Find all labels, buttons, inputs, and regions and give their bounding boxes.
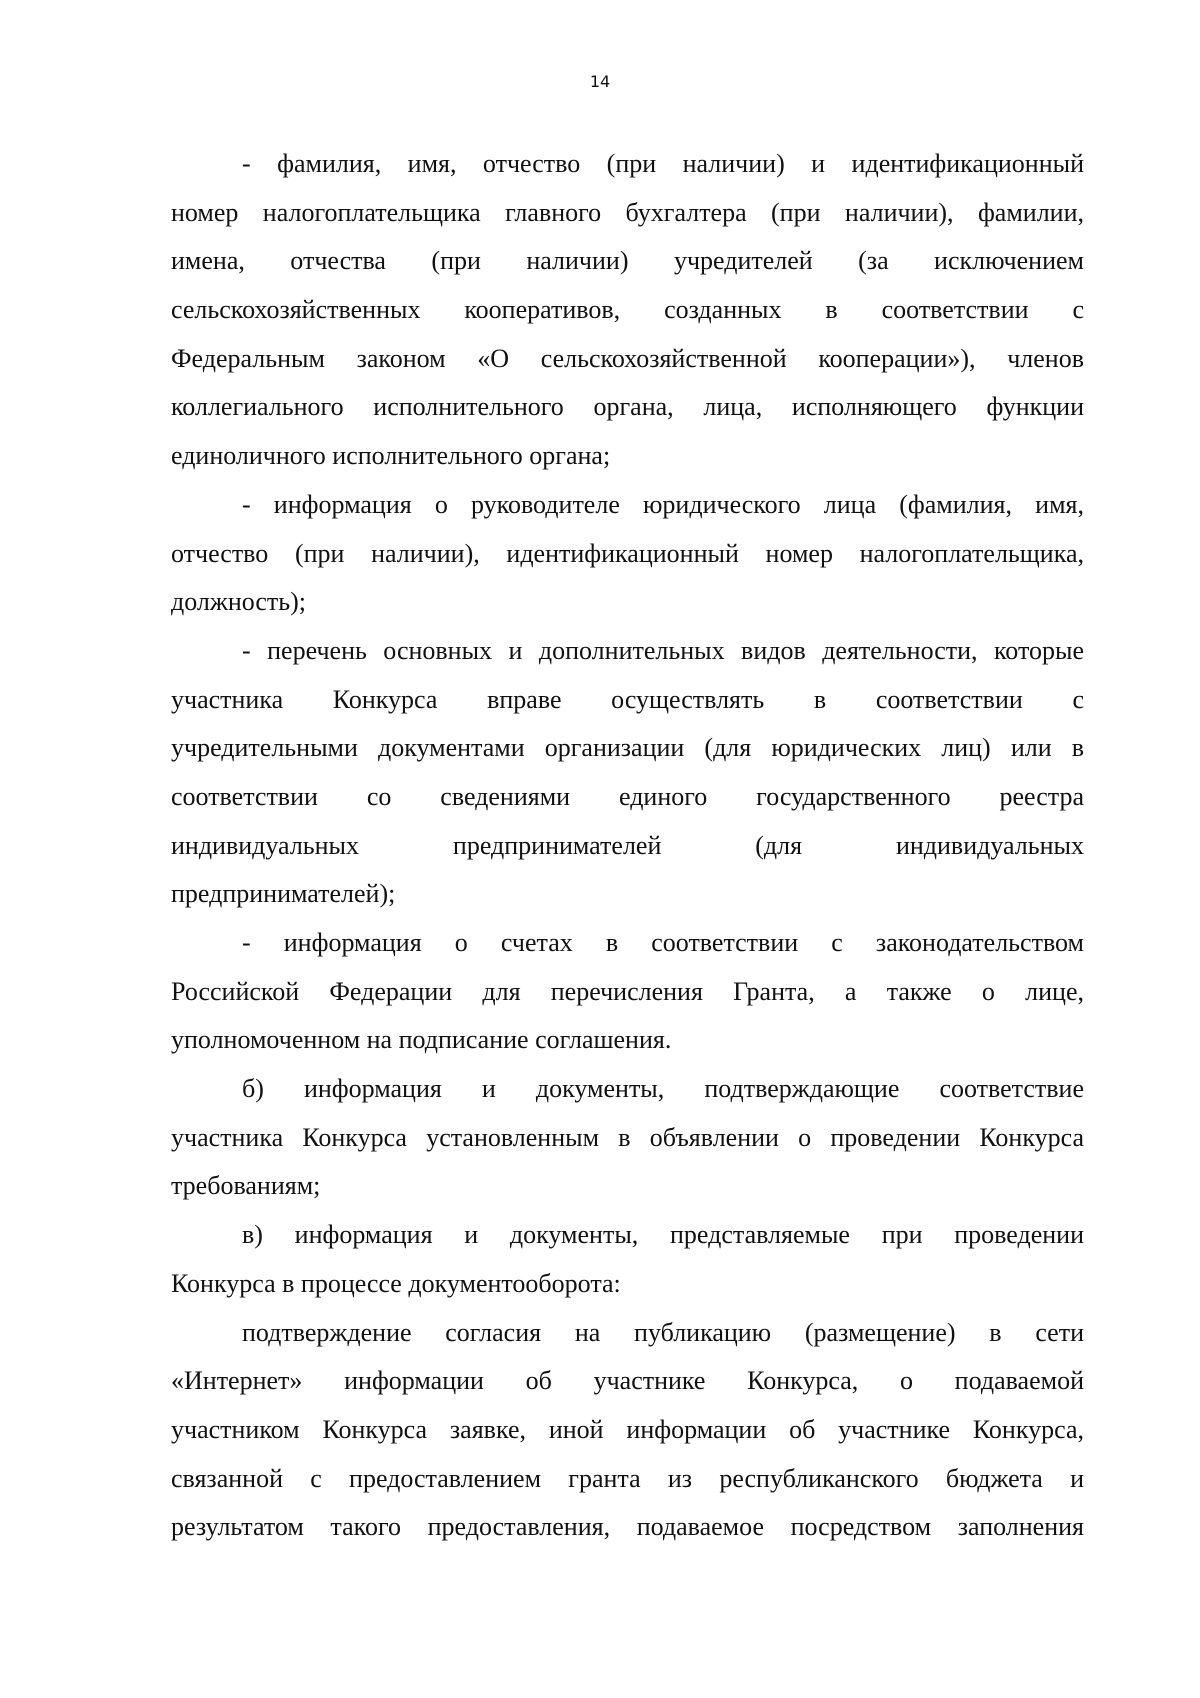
paragraph [171, 140, 1084, 481]
text-line: результатом такого предоставления, подаваемое посредством заполнения [171, 1512, 1084, 1542]
text-line: единоличного исполнительного органа; [171, 441, 611, 471]
paragraph [171, 481, 1084, 627]
text-line: Российской Федерации для перечисления Гранта, а также о лице, [171, 976, 1084, 1006]
paragraph [171, 1211, 1084, 1308]
document-body [171, 140, 1084, 1552]
text-line: соответствии со сведениями единого государственного реестра [171, 781, 1084, 811]
page-number: 14 [589, 72, 611, 91]
text-line: индивидуальных предпринимателей (для индивидуальных [171, 830, 1084, 860]
text-line: участника Конкурса вправе осуществлять в соответствии с [171, 684, 1084, 714]
text-line: учредительными документами организации (для юридических лиц) или в [171, 733, 1084, 763]
text-line: в) информация и документы, представляемые при проведении [242, 1220, 1084, 1250]
text-line: участника Конкурса установленным в объявлении о проведении Конкурса [171, 1122, 1084, 1152]
text-line: «Интернет» информации об участнике Конкурса, о подаваемой [171, 1366, 1084, 1396]
text-line: - информация о счетах в соответствии с законодательством [242, 928, 1084, 957]
text-line: имена, отчества (при наличии) учредителей (за исключением [171, 246, 1084, 276]
text-line: должность); [171, 587, 307, 617]
text-line: участником Конкурса заявке, иной информации об участнике Конкурса, [171, 1414, 1084, 1444]
text-line: - перечень основных и дополнительных видов деятельности, которые [242, 635, 1084, 665]
text-line: сельскохозяйственных кооперативов, созданных в соответствии с [171, 295, 1084, 325]
text-line: Федеральным законом «О сельскохозяйственной кооперации»), членов [171, 343, 1084, 373]
paragraph [171, 1309, 1084, 1552]
text-line: предпринимателей); [171, 879, 396, 909]
text-line: отчество (при наличии), идентификационный номер налогоплательщика, [171, 538, 1084, 568]
text-line: коллегиального исполнительного органа, лица, исполняющего функции [171, 392, 1084, 422]
text-line: номер налогоплательщика главного бухгалтера (при наличии), фамилии, [171, 197, 1084, 227]
text-line: - информация о руководителе юридического лица (фамилия, имя, [242, 489, 1084, 519]
paragraph [171, 627, 1084, 919]
paragraph [171, 1065, 1084, 1211]
text-line: Конкурса в процессе документооборота: [171, 1268, 621, 1298]
paragraph [171, 919, 1084, 1065]
text-line: уполномоченном на подписание соглашения. [171, 1025, 672, 1055]
text-line: б) информация и документы, подтверждающие соответствие [242, 1074, 1084, 1104]
text-line: требованиям; [171, 1171, 321, 1201]
text-line: подтверждение согласия на публикацию (размещение) в сети [242, 1317, 1084, 1347]
text-line: - фамилия, имя, отчество (при наличии) и идентификационный [242, 149, 1084, 178]
text-line: связанной с предоставлением гранта из республиканского бюджета и [171, 1463, 1084, 1493]
